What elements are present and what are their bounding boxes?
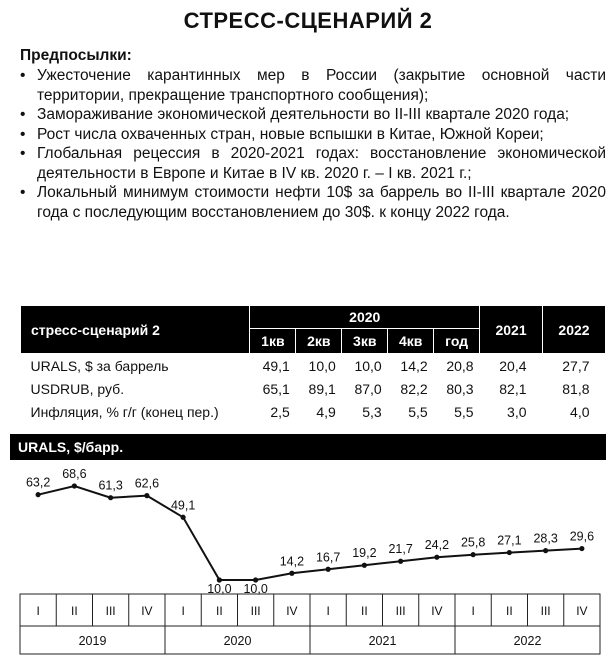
data-point <box>289 571 294 576</box>
data-label: 10,0 <box>243 582 268 596</box>
page-title: СТРЕСС-СЦЕНАРИЙ 2 <box>183 8 433 33</box>
table-cell: 80,3 <box>446 380 474 397</box>
data-point <box>434 555 439 560</box>
data-point <box>108 495 113 500</box>
data-label: 27,1 <box>497 533 522 548</box>
data-label: 29,6 <box>569 529 595 544</box>
table-cell: 10,0 <box>308 357 336 374</box>
data-label: 61,3 <box>98 478 123 493</box>
data-point <box>72 483 77 488</box>
table-cell: 20,4 <box>499 357 527 374</box>
data-point <box>507 550 512 555</box>
table-header-2020: 2020 <box>250 306 480 329</box>
x-tick-label: IV <box>141 604 153 618</box>
x-tick-label: IV <box>286 604 298 618</box>
table-cell: 10,0 <box>354 357 382 374</box>
table-header-2021: 2021 <box>480 306 543 354</box>
x-tick-label: II <box>71 604 78 618</box>
data-label: 49,1 <box>170 498 196 513</box>
data-point <box>36 492 41 497</box>
table-row <box>21 354 606 378</box>
x-year-label: 2022 <box>513 634 542 648</box>
x-tick-label: IV <box>431 604 443 618</box>
x-tick-label: II <box>361 604 368 618</box>
data-label: 24,2 <box>424 538 450 553</box>
table-header-year-total: год <box>434 329 480 354</box>
premise-item: • Замораживание экономической деятельности во II-III квартале 2020 года; <box>20 105 606 125</box>
table-cell: 89,1 <box>308 380 336 397</box>
premise-item: • Локальный минимум стоимости нефти 10$ за баррель во II-III квартале 2020 года с последующим восстановлением до 30$. к концу 2022 года. <box>20 183 606 222</box>
table-row <box>21 400 606 423</box>
x-tick-label: I <box>326 604 330 618</box>
table-cell: 65,1 <box>262 380 290 397</box>
data-point <box>144 493 149 498</box>
data-label: 21,7 <box>388 542 413 557</box>
table-cell: 20,8 <box>446 357 474 374</box>
table-header-quarter: 2кв <box>296 329 342 354</box>
x-tick-label: III <box>540 604 551 618</box>
premise-item: • Ужесточение карантинных мер в России (закрытие основной части территории, прекращение транспортного сообщения); <box>20 66 606 105</box>
table-cell: 5,5 <box>454 403 474 420</box>
table-header-scenario: стресс-сценарий 2 <box>21 306 250 354</box>
urals-line-chart <box>0 460 616 669</box>
table-header-quarter: 3кв <box>342 329 388 354</box>
data-point <box>471 552 476 557</box>
data-label: 25,8 <box>460 535 486 550</box>
x-tick-label: III <box>105 604 116 618</box>
data-point <box>398 559 403 564</box>
premises-list <box>20 66 606 222</box>
data-label: 14,2 <box>279 554 305 569</box>
data-point <box>326 567 331 572</box>
x-year-label: 2019 <box>78 634 107 648</box>
table-cell: 5,3 <box>362 403 382 420</box>
table-cell: 2,5 <box>270 403 290 420</box>
x-tick-label: III <box>395 604 406 618</box>
data-label: 63,2 <box>25 475 51 490</box>
data-point <box>181 515 186 520</box>
row-label: URALS, $ за баррель <box>30 357 169 374</box>
x-year-label: 2020 <box>223 634 252 648</box>
table-cell: 5,5 <box>408 403 428 420</box>
table-cell: 27,7 <box>562 357 590 374</box>
table-header-2022: 2022 <box>543 306 606 354</box>
table-cell: 49,1 <box>262 357 290 374</box>
x-tick-label: I <box>181 604 185 618</box>
x-tick-label: III <box>250 604 261 618</box>
data-label: 68,6 <box>62 467 87 481</box>
data-label: 28,3 <box>533 531 558 546</box>
table-header-quarter: 4кв <box>388 329 434 354</box>
data-label: 19,2 <box>352 546 377 561</box>
table-cell: 3,0 <box>507 403 527 420</box>
x-tick-label: II <box>216 604 223 618</box>
table-cell: 4,0 <box>570 403 590 420</box>
x-tick-label: II <box>506 604 513 618</box>
table-row <box>21 377 606 400</box>
table-cell: 81,8 <box>562 380 590 397</box>
table-header-quarter: 1кв <box>250 329 296 354</box>
row-label: Инфляция, % г/г (конец пер.) <box>30 403 219 420</box>
table-cell: 87,0 <box>354 380 382 397</box>
premise-item: • Глобальная рецессия в 2020-2021 годах: восстановление экономической деятельности в Европе и Китае в IV кв. 2020 г. – I кв. 2021 г.; <box>20 144 606 183</box>
chart-title: URALS, $/барр. <box>10 434 606 460</box>
data-point <box>362 563 367 568</box>
x-tick-label: I <box>36 604 40 618</box>
data-point <box>579 546 584 551</box>
x-tick-label: IV <box>576 604 588 618</box>
x-year-label: 2021 <box>368 634 397 648</box>
table-cell: 4,9 <box>316 403 336 420</box>
data-label: 16,7 <box>315 550 341 565</box>
scenario-table <box>20 305 606 423</box>
premise-item: • Рост числа охваченных стран, новые вспышки в Китае, Южной Кореи; <box>20 125 606 145</box>
data-label: 10,0 <box>207 582 232 596</box>
premises-heading: Предпосылки: <box>20 47 132 64</box>
table-cell: 14,2 <box>400 357 428 374</box>
x-tick-label: I <box>471 604 475 618</box>
table-cell: 82,1 <box>499 380 527 397</box>
data-point <box>543 548 548 553</box>
row-label: USDRUB, руб. <box>30 380 125 397</box>
table-cell: 82,2 <box>400 380 428 397</box>
data-label: 62,6 <box>134 476 160 491</box>
